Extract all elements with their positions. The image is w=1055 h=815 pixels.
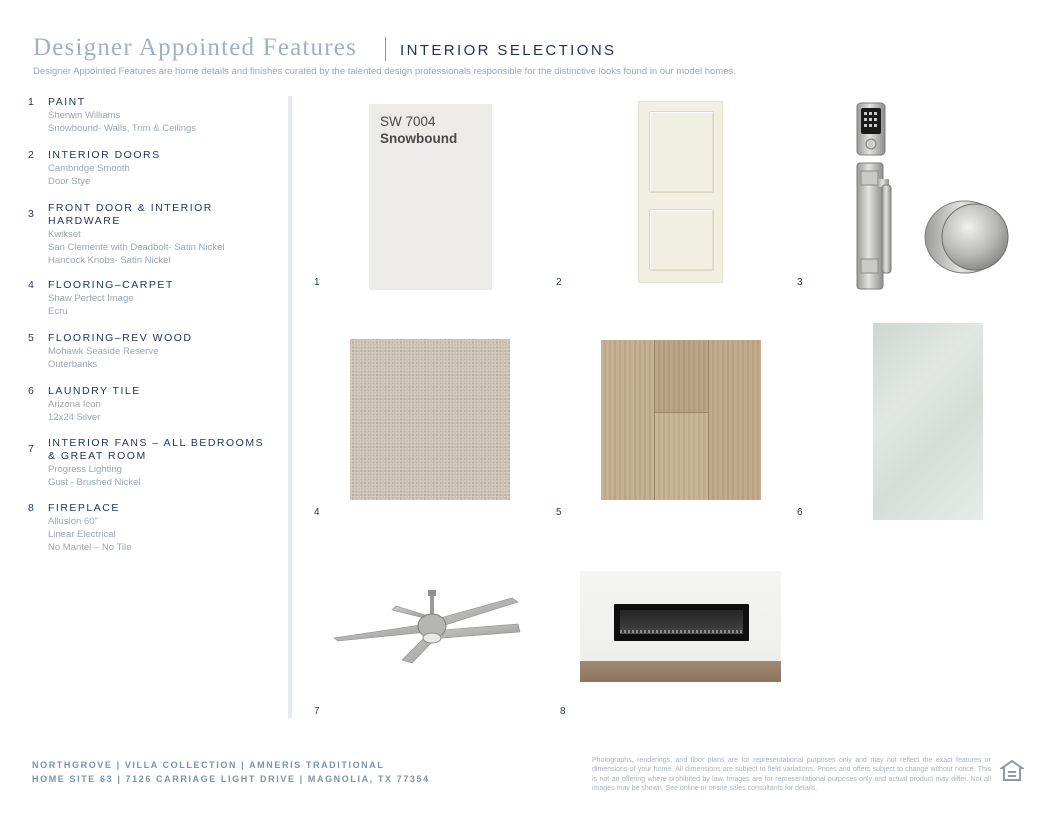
selection-brand: Allusion 60" — [48, 516, 98, 527]
selection-number: 6 — [28, 385, 34, 397]
image-number: 7 — [314, 706, 320, 717]
image-number: 5 — [556, 507, 562, 518]
page-subtitle: INTERIOR SELECTIONS — [400, 42, 617, 59]
footer-address: HOME SITE 63 | 7126 CARRIAGE LIGHT DRIVE | MAGNOLIA, TX 77354 — [32, 774, 430, 784]
selection-detail: Gust - Brushed Nickel — [48, 477, 141, 488]
selection-title: LAUNDRY TILE — [48, 385, 141, 397]
selection-detail: No Mantel – No Tile — [48, 542, 132, 553]
selection-brand: Sherwin Williams — [48, 110, 121, 121]
selection-brand: Kwikset — [48, 229, 81, 240]
door-hardware-image — [852, 101, 1014, 294]
selection-detail: Snowbound- Walls, Trim & Ceilings — [48, 123, 197, 134]
selection-brand: Shaw Perfect Image — [48, 293, 134, 304]
selection-brand: Progress Lighting — [48, 464, 122, 475]
selection-title: FIREPLACE — [48, 502, 120, 514]
selection-title: FRONT DOOR & INTERIOR HARDWARE — [48, 202, 213, 227]
selection-number: 1 — [28, 96, 34, 108]
equal-housing-icon — [1000, 759, 1024, 783]
selection-title: INTERIOR FANS – ALL BEDROOMS & GREAT ROOM — [48, 437, 265, 462]
selection-number: 2 — [28, 149, 34, 161]
image-number: 6 — [797, 507, 803, 518]
selection-brand: Arizona Icon — [48, 399, 101, 410]
selection-item — [28, 96, 278, 149]
carpet-swatch-image — [350, 339, 510, 500]
selection-item — [28, 502, 278, 562]
selection-title: INTERIOR DOORS — [48, 149, 161, 161]
selection-item — [28, 149, 278, 202]
vertical-divider — [288, 96, 292, 718]
selection-brand: Cambridge Smooth — [48, 163, 130, 174]
image-number: 3 — [797, 277, 803, 288]
selection-detail: Outerbanks — [48, 359, 98, 370]
selection-item — [28, 279, 278, 332]
selection-detail: Hancock Knobs- Satin Nickel — [48, 255, 171, 266]
paint-code: SW 7004 — [380, 114, 436, 129]
page-title: Designer Appointed Features — [33, 34, 358, 61]
selection-list — [28, 96, 278, 562]
footer-community: NORTHGROVE | VILLA COLLECTION | AMNERIS TRADITIONAL — [32, 760, 385, 770]
image-number: 4 — [314, 507, 320, 518]
selection-brand: Mohawk Seaside Reserve — [48, 346, 159, 357]
title-separator — [385, 37, 386, 61]
image-number: 1 — [314, 277, 320, 288]
selection-number: 3 — [28, 208, 34, 220]
selection-detail: Door Stye — [48, 176, 91, 187]
selection-item — [28, 202, 278, 279]
selection-number: 4 — [28, 279, 34, 291]
selection-number: 8 — [28, 502, 34, 514]
legal-disclaimer: Photographs, renderings, and floor plans are for representational purposes only and may not reflect the exact features or dimensions of your home. All dimensions are subject to field variations. Prices and offers subject to change without notice. This is not an offering where prohibited by law. Images are for representational purposes only and actual product may differ. Not all images may be shown. See online or onsite sales consultants for details. — [592, 757, 991, 792]
selection-number: 7 — [28, 443, 34, 455]
interior-door-image — [638, 101, 723, 283]
selection-title: PAINT — [48, 96, 86, 108]
selection-detail: 12x24 Silver — [48, 412, 101, 423]
selection-number: 5 — [28, 332, 34, 344]
image-number: 2 — [556, 277, 562, 288]
laundry-tile-image — [873, 323, 983, 520]
selection-detail: Linear Electrical — [48, 529, 116, 540]
selection-detail: San Clemente with Deadbolt- Satin Nickel — [48, 242, 225, 253]
selection-title: FLOORING–REV WOOD — [48, 332, 193, 344]
image-number: 8 — [560, 706, 566, 717]
paint-name: Snowbound — [380, 131, 458, 146]
selection-item — [28, 332, 278, 385]
selection-item — [28, 385, 278, 437]
ceiling-fan-image — [332, 588, 522, 666]
selection-detail: Ecru — [48, 306, 68, 317]
wood-flooring-image — [601, 340, 761, 500]
intro-text: Designer Appointed Features are home details and finishes curated by the talented design professionals responsible for the distinctive looks found in our model homes. — [33, 66, 736, 77]
selection-title: FLOORING–CARPET — [48, 279, 174, 291]
selection-item — [28, 437, 278, 502]
fireplace-image — [580, 571, 781, 682]
